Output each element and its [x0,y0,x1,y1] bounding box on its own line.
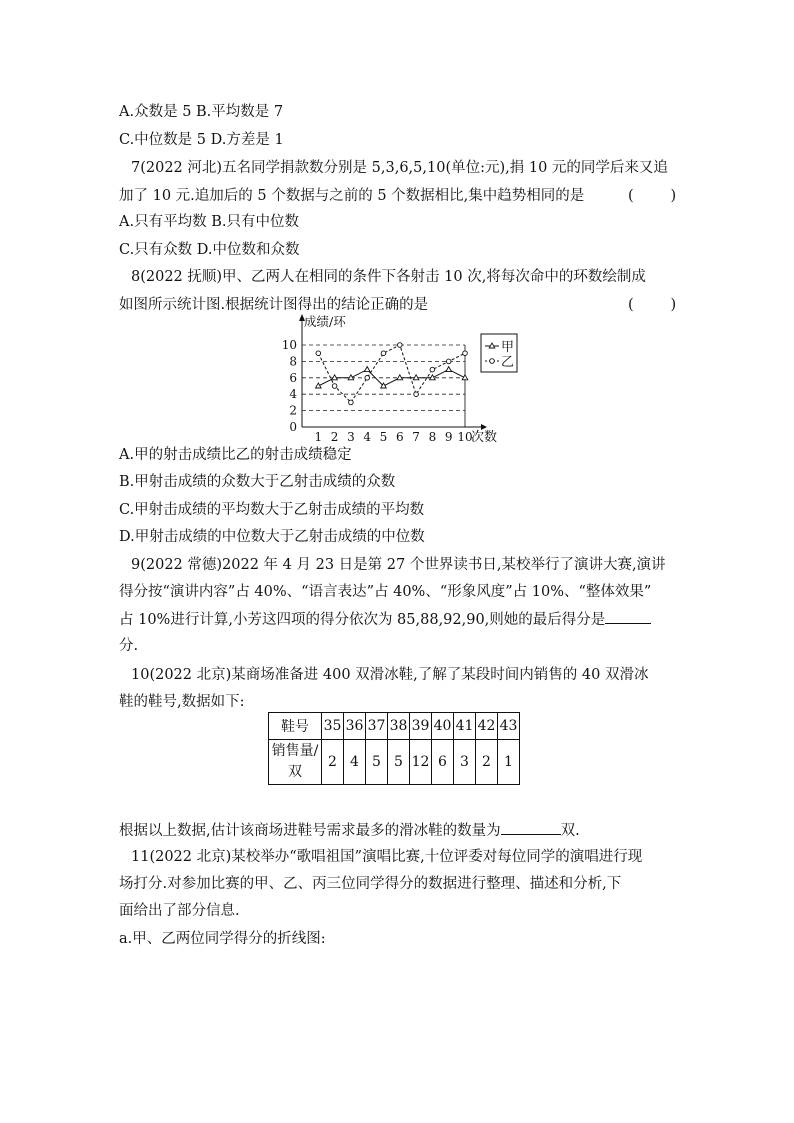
q6-options-line-1: A.众数是 5 B.平均数是 7 [119,104,284,120]
table-cell: 2 [476,740,498,785]
table-cell: 39 [410,713,432,740]
table-cell: 40 [432,713,454,740]
table-cell: 38 [388,713,410,740]
q11-stem-line-1: 11(2022 北京)某校举办“歌唱祖国”演唱比赛,十位评委对每位同学的演唱进行现 [131,849,643,865]
y-tick-label: 6 [289,370,297,385]
x-tick-label: 6 [395,430,404,444]
q10-stem-line-2: 鞋的鞋号,数据如下: [119,694,245,710]
q7-options-line-2: C.只有众数 D.中位数和众数 [119,242,300,258]
sales-label-line-2: 双 [288,764,302,780]
data-point-circle [430,367,435,372]
data-point-triangle [413,375,419,380]
q7-options-line-1: A.只有平均数 B.只有中位数 [119,214,299,230]
q8-option-a: A.甲的射击成绩比乙的射击成绩稳定 [119,447,352,463]
table-cell: 4 [344,740,366,785]
q7-stem-line-2: 加了 10 元.追加后的 5 个数据与之前的 5 个数据相比,集中趋势相同的是 [119,188,585,204]
x-tick-label: 4 [363,430,372,444]
q8-stem-line-2: 如图所示统计图.根据统计图得出的结论正确的是 [119,297,429,313]
legend-label-2: 乙 [501,355,515,370]
x-tick-label: 3 [347,430,355,444]
q9-stem-line-1: 9(2022 常德)2022 年 4 月 23 日是第 27 个世界读书日,某校举行了演讲大赛,演讲 [131,557,666,573]
legend-label-1: 甲 [501,340,515,355]
data-point-triangle [332,375,338,380]
q10-answer-blank[interactable] [501,820,561,835]
table-header-cell: 鞋号 [269,713,322,740]
table-cell: 35 [322,713,344,740]
legend-marker-circle [490,359,495,364]
q9-answer-blank[interactable] [605,609,651,624]
table-cell: 43 [498,713,520,740]
x-tick-label: 2 [330,430,339,444]
data-point-circle [332,384,337,389]
q10-conclusion-end: 双. [560,823,580,839]
sales-label-line-1: 销售量/ [271,743,319,759]
table-cell: 36 [344,713,366,740]
table-header-cell [269,740,322,785]
table-cell: 5 [366,740,388,785]
data-point-circle [381,351,386,356]
series-line-2 [318,345,465,402]
y-tick-label: 0 [289,420,297,434]
q9-stem-line-3-text: 占 10%进行计算,小芳这四项的得分依次为 85,88,92,90,则她的最后得分是 [119,612,606,628]
x-tick-label: 10 [457,430,473,444]
table-cell: 37 [366,713,388,740]
q7-answer-paren: ( ) [628,188,677,204]
table-cell: 2 [322,740,344,785]
data-point-circle [446,359,451,364]
q11-stem-line-2: 场打分.对参加比赛的甲、乙、丙三位同学得分的数据进行整理、描述和分析,下 [119,876,622,892]
q7-stem-line-1: 7(2022 河北)五名同学捐款数分别是 5,3,6,5,10(单位:元),捐 10 元的同学后来又追 [131,160,668,176]
table-cell: 6 [432,740,454,785]
y-axis-title: 成绩/环 [304,314,346,329]
x-tick-label: 1 [314,430,323,444]
table-cell: 12 [410,740,432,785]
q10-stem-line-1: 10(2022 北京)某商场准备进 400 双滑冰鞋,了解了某段时间内销售的 40 双滑冰 [131,667,649,683]
x-tick-label: 5 [379,430,388,444]
data-point-circle [463,351,468,356]
table-cell: 1 [498,740,520,785]
y-tick-label: 8 [289,354,297,369]
q11-stem-line-3: 面给出了部分信息. [119,903,240,919]
data-point-circle [349,400,354,405]
q10-conclusion [119,820,580,841]
shooting-scores-line-chart [280,312,520,444]
data-point-triangle [397,375,403,380]
table-cell: 3 [454,740,476,785]
q8-option-c: C.甲射击成绩的平均数大于乙射击成绩的平均数 [119,502,425,518]
table-cell: 5 [388,740,410,785]
x-tick-label: 8 [428,430,437,444]
q8-answer-paren: ( ) [628,297,677,313]
table-row [269,740,520,785]
y-tick-label: 2 [289,403,297,418]
q11-part-a-label: a.甲、乙两位同学得分的折线图: [119,931,326,947]
x-tick-label: 7 [412,430,420,444]
q8-option-b: B.甲射击成绩的众数大于乙射击成绩的众数 [119,474,396,490]
y-tick-label: 4 [289,387,297,402]
table-cell: 41 [454,713,476,740]
x-axis-title: 次数 [471,430,498,444]
table-row [269,713,520,740]
data-point-circle [414,392,419,397]
shoe-size-sales-table [268,712,520,785]
x-tick-label: 9 [444,430,453,444]
q9-stem-line-2: 得分按“演讲内容”占 40%、“语言表达”占 40%、“形象风度”占 10%、“整体效果” [119,584,652,600]
q10-conclusion-text: 根据以上数据,估计该商场进鞋号需求最多的滑冰鞋的数量为 [119,823,501,839]
data-point-triangle [364,367,370,372]
q9-stem-line-4: 分. [119,638,139,654]
data-point-triangle [446,367,452,372]
q8-stem-line-1: 8(2022 抚顺)甲、乙两人在相同的条件下各射击 10 次,将每次命中的环数绘制成 [131,269,646,285]
table-cell: 42 [476,713,498,740]
data-point-circle [316,351,321,356]
q9-stem-line-3 [119,609,651,630]
q8-option-d: D.甲射击成绩的中位数大于乙射击成绩的中位数 [119,529,425,545]
q6-options-line-2: C.中位数是 5 D.方差是 1 [119,132,284,148]
y-tick-label: 10 [281,338,297,352]
data-point-circle [365,376,370,381]
data-point-circle [398,343,403,348]
